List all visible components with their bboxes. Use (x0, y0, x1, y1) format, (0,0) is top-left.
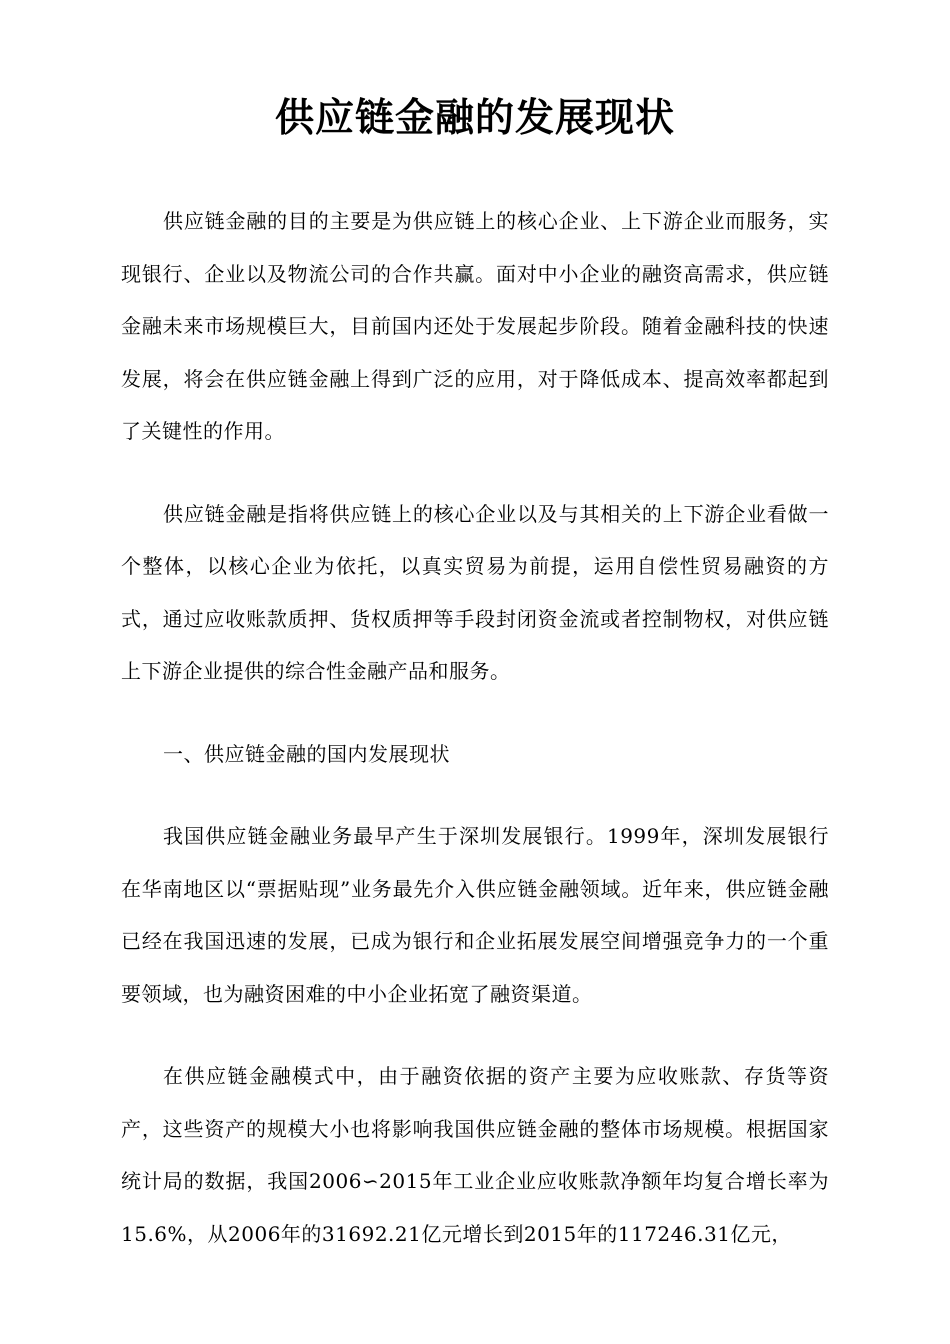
intro-paragraph-2: 供应链金融是指将供应链上的核心企业以及与其相关的上下游企业看做一个整体，以核心企业为依托，以真实贸易为前提，运用自偿性贸易融资的方式，通过应收账款质押、货权质押等手段封闭资金流或者控制物权，对供应链上下游企业提供的综合性金融产品和服务。 (121, 501, 829, 683)
document-body (121, 195, 829, 1290)
document-title: 供应链金融的发展现状 (274, 96, 675, 141)
intro-paragraph-1: 供应链金融的目的主要是为供应链上的核心企业、上下游企业而服务，实现银行、企业以及物流公司的合作共赢。面对中小企业的融资高需求，供应链金融未来市场规模巨大，目前国内还处于发展起步阶段。随着金融科技的快速发展，将会在供应链金融上得到广泛的应用，对于降低成本、提高效率都起到了关键性的作用。 (121, 209, 829, 443)
section-heading-1: 一、供应链金融的国内发展现状 (163, 741, 450, 766)
section-1-paragraph-2: 在供应链金融模式中，由于融资依据的资产主要为应收账款、存货等资产，这些资产的规模大小也将影响我国供应链金融的整体市场规模。根据国家统计局的数据，我国2006∽2015年工业企业应收账款净额年均复合增长率为15.6%，从2006年的31692.21亿元增长到2015年的117246.31亿元， (121, 1064, 829, 1246)
section-1-paragraph-1: 我国供应链金融业务最早产生于深圳发展银行。1999年，深圳发展银行在华南地区以“票据贴现”业务最先介入供应链金融领域。近年来，供应链金融已经在我国迅速的发展，已成为银行和企业拓展发展空间增强竞争力的一个重要领域，也为融资困难的中小企业拓宽了融资渠道。 (121, 824, 829, 1006)
